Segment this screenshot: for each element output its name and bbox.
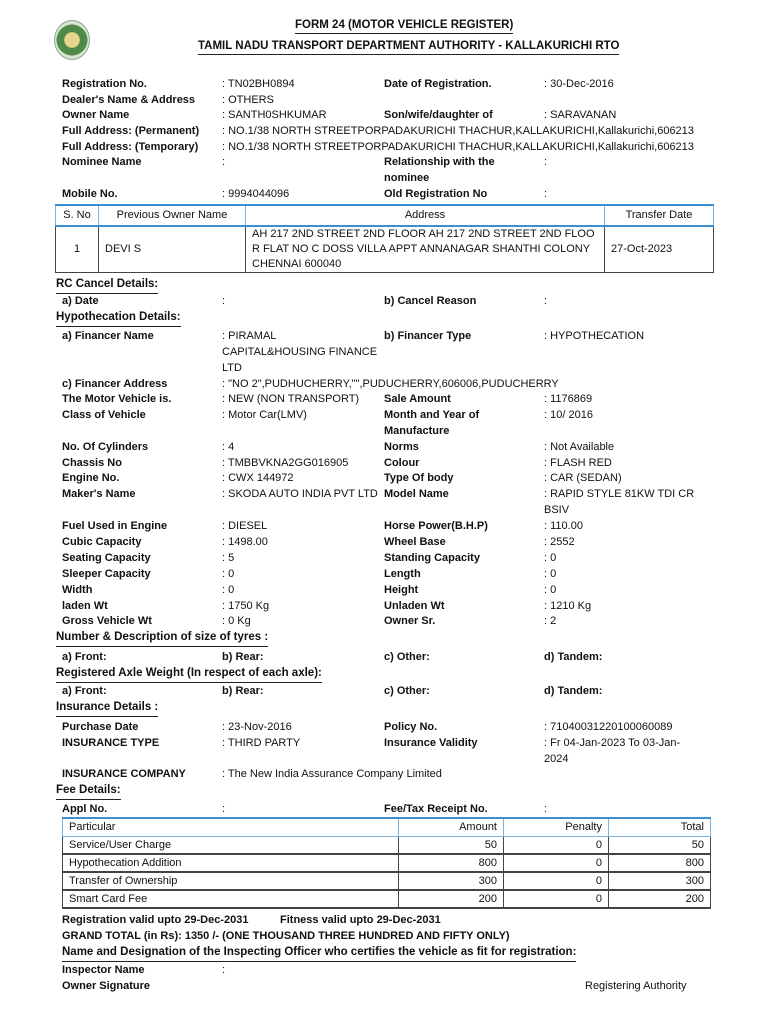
field-label-ownersig: Owner Signature (62, 980, 151, 992)
field-label2-instype: Insurance Validity (384, 737, 478, 749)
field-label-reg: Registration No. (62, 78, 147, 90)
field-label2-class: Month and Year of Manufacture (384, 409, 480, 437)
field-label2-seat: Standing Capacity (384, 552, 480, 564)
field-label-mobile: Mobile No. (62, 188, 118, 200)
field-label2-chassis: Colour (384, 457, 420, 469)
field-label-nominee: Nominee Name (62, 156, 142, 168)
field-value2-cyl: : Not Available (544, 441, 615, 453)
field-label-fuel: Fuel Used in Engine (62, 520, 168, 532)
field-value2-nominee: : (544, 156, 548, 168)
field-value-seat: : 5 (222, 552, 235, 564)
section-axle: Registered Axle Weight (In respect of each axle): (56, 666, 322, 683)
col-amount: Amount (399, 818, 504, 837)
col-penalty: Penalty (504, 818, 609, 837)
tn-emblem-logo (54, 20, 90, 60)
field-value-purchase: : 23-Nov-2016 (222, 721, 292, 733)
fee-total: 50 (609, 837, 711, 855)
field-label2-maker: Model Name (384, 488, 449, 500)
table-row (63, 854, 711, 872)
field-value-chassis: : TMBBVKNA2GG016905 (222, 457, 349, 469)
field-label-temp: Full Address: (Temporary) (62, 141, 199, 153)
fee-particular: Transfer of Ownership (63, 872, 399, 890)
field-label-seat: Seating Capacity (62, 552, 151, 564)
fee-total: 800 (609, 854, 711, 872)
field-value-maker: : SKODA AUTO INDIA PVT LTD (222, 488, 378, 500)
field-value-cdate: : (222, 295, 226, 307)
field-label2-fuel: Horse Power(B.H.P) (384, 520, 488, 532)
field-value-axle: b) Rear: (222, 685, 264, 697)
table-row (63, 837, 711, 855)
field-label-engine: Engine No. (62, 472, 120, 484)
field-value-appl: : (222, 803, 226, 815)
field-label2-sleep: Length (384, 568, 421, 580)
form-title: FORM 24 (MOTOR VEHICLE REGISTER) (295, 17, 513, 34)
table-row (63, 872, 711, 890)
grand-total: GRAND TOTAL (in Rs): 1350 /- (ONE THOUSAND THREE HUNDRED AND FIFTY ONLY) (62, 930, 510, 942)
registration-valid: Registration valid upto 29-Dec-2031 (62, 914, 249, 926)
field-label-inscomp: INSURANCE COMPANY (62, 768, 186, 780)
field-label-sleep: Sleeper Capacity (62, 568, 151, 580)
field-label2-laden: Unladen Wt (384, 600, 445, 612)
field-value-cyl: : 4 (222, 441, 235, 453)
field-label-cubic: Cubic Capacity (62, 536, 142, 548)
field-label2-mobile: Old Registration No (384, 188, 488, 200)
field-value2-engine: : CAR (SEDAN) (544, 472, 622, 484)
field-value-dealer: : OTHERS (222, 94, 274, 106)
field-label-width: Width (62, 584, 93, 596)
fee-penalty: 0 (504, 854, 609, 872)
field-value2-appl: : (544, 803, 548, 815)
fee-penalty: 0 (504, 890, 609, 908)
field-value-engine: : CWX 144972 (222, 472, 294, 484)
fee-particular: Hypothecation Addition (63, 854, 399, 872)
section-fee: Fee Details: (56, 783, 121, 800)
prev-owner-address: AH 217 2ND STREET 2ND FLOOR AH 217 2ND STREET 2ND FLOOR FLAT NO C DOSS VILLA APPT ANNANAGAR SHANTHI COLONY CHENNAI 600040 (246, 226, 605, 273)
field-label-gross: Gross Vehicle Wt (62, 615, 152, 627)
col-sno: S. No (56, 205, 99, 226)
field-value-width: : 0 (222, 584, 235, 596)
field-value2-class: : 10/ 2016 (544, 409, 593, 421)
field-label2-gross: Owner Sr. (384, 615, 436, 627)
transfer-date: 27-Oct-2023 (605, 226, 714, 273)
field-value2-ownersig: Registering Authority (585, 980, 687, 992)
field-value2-seat: : 0 (544, 552, 557, 564)
field-value2-chassis: : FLASH RED (544, 457, 612, 469)
fee-amount: 200 (399, 890, 504, 908)
field-label2-reg: Date of Registration. (384, 78, 492, 90)
section-ins: Insurance Details : (56, 700, 158, 717)
field-label2-cubic: Wheel Base (384, 536, 446, 548)
field-label-cyl: No. Of Cylinders (62, 441, 149, 453)
field-value-tyres: b) Rear: (222, 651, 264, 663)
field-value2-gross: : 2 (544, 615, 557, 627)
field-label-axle: a) Front: (62, 685, 107, 697)
field-label2-tyres: c) Other: (384, 651, 430, 663)
field-label2-cyl: Norms (384, 441, 419, 453)
field-label-maker: Maker's Name (62, 488, 136, 500)
table-row (56, 226, 714, 273)
field-label-class: Class of Vehicle (62, 409, 146, 421)
field-label-cdate: a) Date (62, 295, 99, 307)
field-label2-appl: Fee/Tax Receipt No. (384, 803, 488, 815)
field-label-laden: laden Wt (62, 600, 108, 612)
field-label-perm: Full Address: (Permanent) (62, 125, 200, 137)
field-value-temp: : NO.1/38 NORTH STREETPORPADAKURICHI THACHUR,KALLAKURICHI,Kallakurichi,606213 (222, 141, 694, 153)
field-value2-maker: : RAPID STYLE 81KW TDI CR BSIV (544, 488, 695, 516)
field-value2-cubic: : 2552 (544, 536, 575, 548)
field-label2-width: Height (384, 584, 419, 596)
prev-owner-name: DEVI S (99, 226, 246, 273)
field-value2-mv: : 1176869 (544, 393, 593, 405)
section-officer: Name and Designation of the Inspecting Officer who certifies the vehicle as fit for registration: (62, 945, 576, 962)
col-particular: Particular (63, 818, 399, 837)
fee-total: 300 (609, 872, 711, 890)
field-label-tyres: a) Front: (62, 651, 107, 663)
field-value-fuel: : DIESEL (222, 520, 268, 532)
field-label-fin: a) Financer Name (62, 330, 154, 342)
field-value2-purchase: : 71040031220100060089 (544, 721, 673, 733)
field-label-mv: The Motor Vehicle is. (62, 393, 172, 405)
sno: 1 (56, 226, 99, 273)
fee-particular: Service/User Charge (63, 837, 399, 855)
field-label2-axle: c) Other: (384, 685, 430, 697)
field-value-cubic: : 1498.00 (222, 536, 268, 548)
fee-penalty: 0 (504, 837, 609, 855)
previous-owner-table (55, 204, 714, 273)
field-value2-axle: d) Tandem: (544, 685, 603, 697)
field-label2-purchase: Policy No. (384, 721, 438, 733)
field-value2-instype: : Fr 04-Jan-2023 To 03-Jan-2024 (544, 737, 681, 765)
field-value2-owner: : SARAVANAN (544, 109, 617, 121)
field-value-class: : Motor Car(LMV) (222, 409, 307, 421)
field-value2-fuel: : 110.00 (544, 520, 583, 532)
fee-amount: 50 (399, 837, 504, 855)
field-label-instype: INSURANCE TYPE (62, 737, 160, 749)
field-value2-width: : 0 (544, 584, 557, 596)
field-value-laden: : 1750 Kg (222, 600, 270, 612)
field-label-appl: Appl No. (62, 803, 108, 815)
fitness-valid: Fitness valid upto 29-Dec-2031 (280, 914, 441, 926)
field-value2-cdate: : (544, 295, 548, 307)
field-label-owner: Owner Name (62, 109, 130, 121)
fee-total: 200 (609, 890, 711, 908)
fee-amount: 800 (399, 854, 504, 872)
table-header-row (63, 818, 711, 837)
field-label2-engine: Type Of body (384, 472, 454, 484)
field-value-inspector: : (222, 964, 226, 976)
field-value2-fin: : HYPOTHECATION (544, 330, 645, 342)
section-tyres: Number & Description of size of tyres : (56, 630, 268, 647)
field-value2-mobile: : (544, 188, 548, 200)
field-value-finaddr: : "NO 2",PUDHUCHERRY,"",PUDUCHERRY,606006,PUDUCHERRY (222, 378, 559, 390)
field-value2-laden: : 1210 Kg (544, 600, 592, 612)
fee-amount: 300 (399, 872, 504, 890)
field-label2-owner: Son/wife/daughter of (384, 109, 493, 121)
col-total: Total (609, 818, 711, 837)
field-value-sleep: : 0 (222, 568, 235, 580)
section-rc: RC Cancel Details: (56, 277, 158, 294)
table-header-row (56, 205, 714, 226)
field-value-mv: : NEW (NON TRANSPORT) (222, 393, 360, 405)
col-prev-owner: Previous Owner Name (99, 205, 246, 226)
field-label2-cdate: b) Cancel Reason (384, 295, 477, 307)
field-label-purchase: Purchase Date (62, 721, 139, 733)
field-label-inspector: Inspector Name (62, 964, 145, 976)
field-value2-tyres: d) Tandem: (544, 651, 603, 663)
field-label-finaddr: c) Financer Address (62, 378, 168, 390)
fee-particular: Smart Card Fee (63, 890, 399, 908)
section-hyp: Hypothecation Details: (56, 310, 181, 327)
field-label-chassis: Chassis No (62, 457, 122, 469)
field-value-gross: : 0 Kg (222, 615, 251, 627)
authority-title: TAMIL NADU TRANSPORT DEPARTMENT AUTHORITY - KALLAKURICHI RTO (198, 38, 619, 55)
field-value-fin: : PIRAMAL CAPITAL&HOUSING FINANCE LTD (222, 330, 378, 374)
field-label2-nominee: Relationship with the nominee (384, 156, 495, 184)
field-value-perm: : NO.1/38 NORTH STREETPORPADAKURICHI THACHUR,KALLAKURICHI,Kallakurichi,606213 (222, 125, 694, 137)
table-row (63, 890, 711, 908)
col-transfer-date: Transfer Date (605, 205, 714, 226)
field-label2-mv: Sale Amount (384, 393, 451, 405)
field-label-dealer: Dealer's Name & Address (62, 94, 196, 106)
field-value-instype: : THIRD PARTY (222, 737, 301, 749)
field-value2-reg: : 30-Dec-2016 (544, 78, 614, 90)
field-value-reg: : TN02BH0894 (222, 78, 295, 90)
col-address: Address (246, 205, 605, 226)
field-value-nominee: : (222, 156, 226, 168)
field-value-mobile: : 9994044096 (222, 188, 290, 200)
field-label2-fin: b) Financer Type (384, 330, 472, 342)
field-value-owner: : SANTH0SHKUMAR (222, 109, 327, 121)
fee-table (62, 817, 711, 909)
fee-penalty: 0 (504, 872, 609, 890)
field-value-inscomp: : The New India Assurance Company Limited (222, 768, 442, 780)
field-value2-sleep: : 0 (544, 568, 557, 580)
